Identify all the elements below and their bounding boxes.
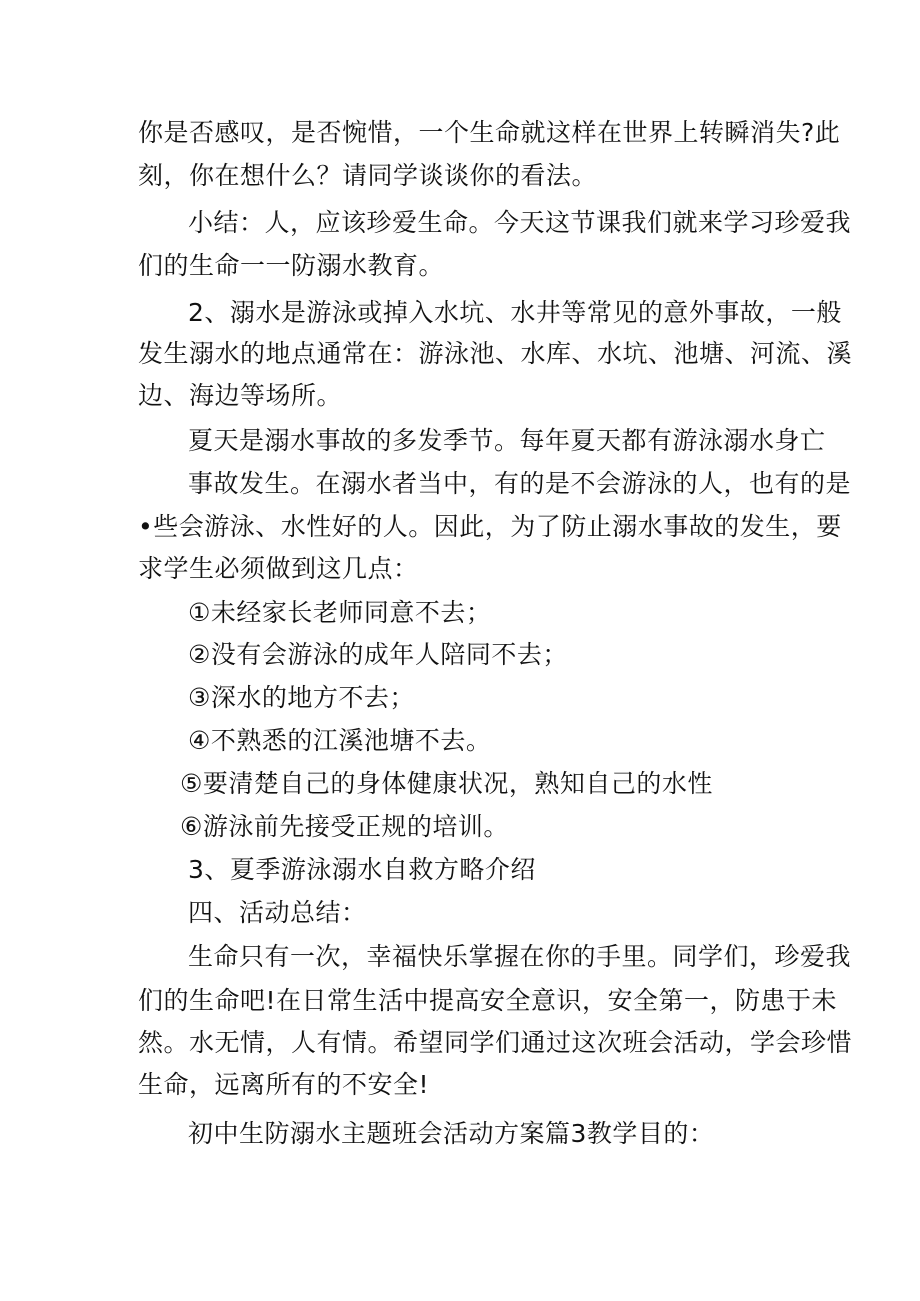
paragraph-line: 夏天是溺水事故的多发季节。每年夏天都有游泳溺水身亡 <box>188 426 826 455</box>
paragraph-line: 刻，你在想什么？请同学谈谈你的看法。 <box>138 161 598 190</box>
summary-line: 小结：人，应该珍爱生命。今天这节课我们就来学习珍爱我 <box>188 208 852 237</box>
paragraph-line: 生命只有一次，幸福快乐掌握在你的手里。同学们，珍爱我 <box>188 942 852 971</box>
rule-item-6: ⑥游泳前先接受正规的培训。 <box>180 812 509 841</box>
rule-item-1: ①未经家长老师同意不去； <box>188 598 492 627</box>
paragraph-line: 发生溺水的地点通常在：游泳池、水库、水坑、池塘、河流、溪 <box>138 339 853 368</box>
section-2-line: 2、溺水是游泳或掉入水坑、水井等常见的意外事故，一般 <box>188 298 842 327</box>
paragraph-line: 们的生命吧!在日常生活中提高安全意识，安全第一，防患于未 <box>138 986 838 1015</box>
paragraph-line: 求学生必须做到这几点： <box>138 554 419 583</box>
next-plan-heading: 初中生防溺水主题班会活动方案篇3教学目的： <box>188 1119 715 1148</box>
paragraph-line: 边、海边等场所。 <box>138 381 343 410</box>
rule-item-5: ⑤要清楚自己的身体健康状况，熟知自己的水性 <box>180 769 713 798</box>
rule-item-4: ④不熟悉的江溪池塘不去。 <box>188 726 492 755</box>
paragraph-line: •些会游泳、水性好的人。因此，为了防止溺水事故的发生，要 <box>138 512 842 541</box>
section-3-heading: 3、夏季游泳溺水自救方略介绍 <box>188 855 536 884</box>
paragraph-line: 们的生命一一防溺水教育。 <box>138 251 445 280</box>
rule-item-3: ③深水的地方不去； <box>188 683 415 712</box>
paragraph-line: 你是否感叹，是否惋惜，一个生命就这样在世界上转瞬消失?此 <box>138 118 841 147</box>
paragraph-line: 生命，远离所有的不安全! <box>138 1070 430 1099</box>
rule-item-2: ②没有会游泳的成年人陪同不去； <box>188 640 568 669</box>
paragraph-line: 然。水无情，人有情。希望同学们通过这次班会活动，学会珍惜 <box>138 1028 853 1057</box>
paragraph-line: 事故发生。在溺水者当中，有的是不会游泳的人，也有的是 <box>188 469 852 498</box>
section-4-heading: 四、活动总结： <box>188 898 367 927</box>
